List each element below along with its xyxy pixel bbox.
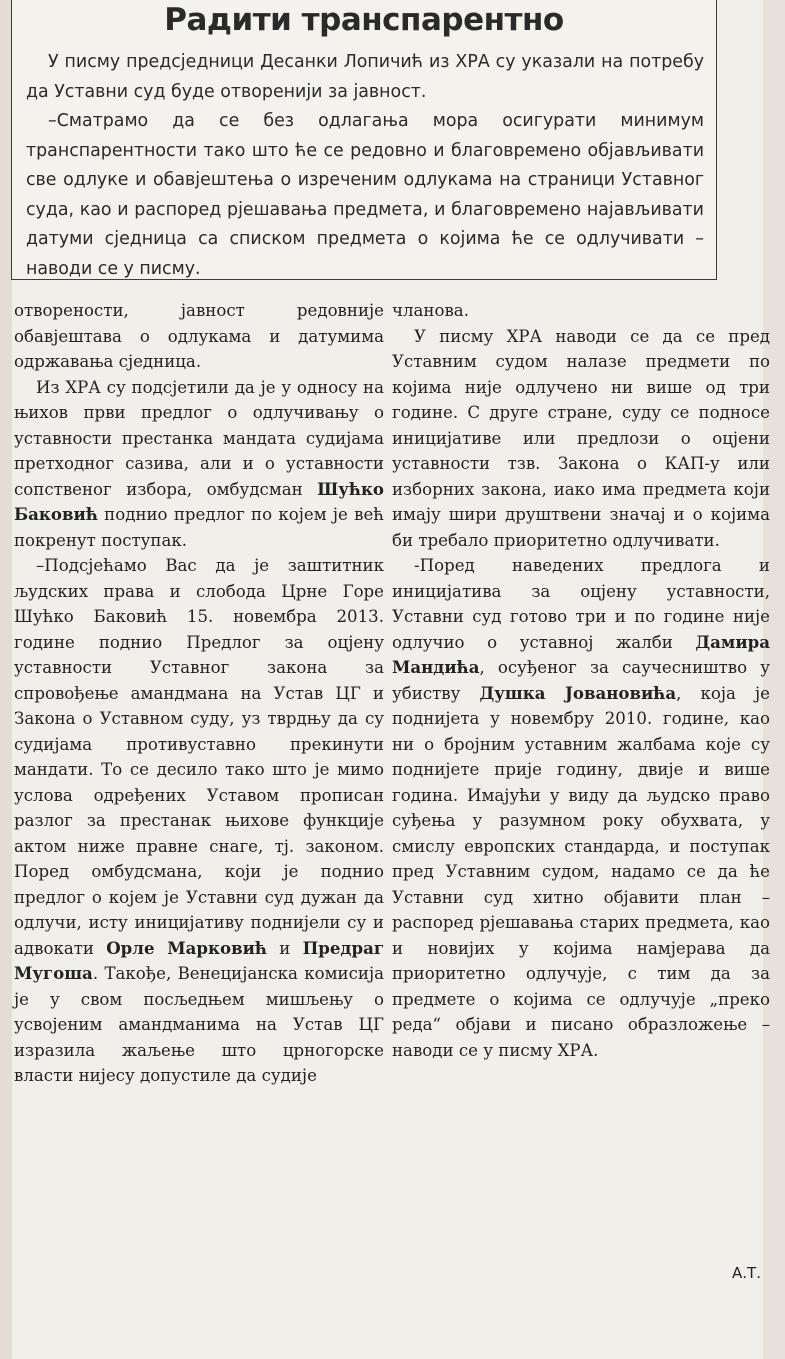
box-paragraph: У писму предсједници Десанки Лопичић из ХРА су указали на потребу да Уставни суд буде отворенији за јавност. bbox=[26, 52, 704, 102]
box-text bbox=[26, 48, 704, 284]
text-run: поднио предлог по којем је већ покренут поступак. bbox=[14, 505, 384, 550]
paragraph bbox=[14, 553, 384, 1089]
person-name: Дамира Мандића bbox=[392, 631, 770, 677]
text-run: , осуђеног за саучесништво у убиству bbox=[392, 658, 770, 703]
text-run: -Поред наведених предлога и иницијатива за оцјену уставности, Уставни суд готово три и по године није одлучио о уставној жалби bbox=[392, 556, 770, 652]
box-headline: Радити транспарентно bbox=[164, 2, 564, 38]
sidebar-box bbox=[11, 0, 717, 280]
author-signature: А.Т. bbox=[732, 1264, 761, 1282]
person-name: Орле Марковић bbox=[106, 937, 267, 958]
text-run: –Подсјећамо Вас да је заштитник људских права и слобода Црне Горе Шућко Баковић 15. новембра 2013. године поднио Предлог за оцјену уставности Уставног закона за спровођење амандмана на Устав ЦГ и Закона о Уставном суду, уз тврдњу да су судијама противуставно прекинути мандати. То се десило тако што је мимо услова одређених Уставом прописан разлог за престанак њихове функције актом ниже правне снаге, тј. законом. Поред омбудсмана, који је поднио предлог о којем је Уставни суд дужан да одлучи, исту иницијативу поднијели су и адвокати bbox=[14, 556, 384, 958]
paragraph: чланова. bbox=[392, 301, 469, 320]
person-name: Предраг Мугоша bbox=[14, 937, 384, 983]
paragraph bbox=[392, 553, 770, 1063]
text-run: Из ХРА су подсјетили да је у односу на њихов први предлог о одлучивању о уставности престанка мандата судијама претходног сазива, али и о уставности сопственог избора, омбудсман bbox=[14, 377, 384, 499]
article-column-right bbox=[392, 298, 770, 1063]
person-name: Душка Јовановића bbox=[479, 682, 677, 703]
box-paragraph: –Сматрамо да се без одлагања мора осигурати минимум транспарентности тако што ће се редовно и благовремено објављивати све одлуке и обавјештења о изреченим одлукама на страници Уставног суда, као и распоред рјешавања предмета, и благовремено најављивати датуми сједница са списком предмета о којима ће се одлучивати – наводи се у писму. bbox=[26, 111, 704, 279]
article-column-left bbox=[14, 298, 384, 1089]
paragraph: отворености, јавност редовније обавјештава о одлукама и датумима одржавања сједница. bbox=[14, 301, 384, 371]
paragraph bbox=[14, 375, 384, 554]
text-run: , која је поднијета у новембру 2010. године, као ни о бројним уставним жалбама које су поднијете прије годину, двије и више година. Имајући у виду да људско право суђења у разумном року обухвата, у смислу европских стандарда, и поступак пред Уставним судом, надамо се да ће Уставни суд хитно објавити план – распоред рјешавања старих предмета, као и новијих у којима намјерава да приоритетно одлучује, с тим да за предмете о којима се одлучује „преко реда“ објави и писано образложење –наводи се у писму ХРА. bbox=[392, 683, 770, 1060]
person-name: Шућко Баковић bbox=[14, 478, 384, 524]
paragraph: У писму ХРА наводи се да се пред Уставним судом налазе предмети по којима није одлучено ни више од три године. С друге стране, суду се подносе иницијативе или предлози о оцјени уставности тзв. Закона о КАП-у или изборних закона, иако има предмета који имају шири друштвени значај и о којима би требало приоритетно одлучивати. bbox=[392, 326, 770, 550]
text-run: и bbox=[266, 938, 303, 958]
text-run: . Такође, Венецијанска комисија је у свом посљедњем мишљењу о усвојеним амандманима на Устав ЦГ изразила жаљење што црногорске власти нијесу допустиле да судије bbox=[14, 964, 384, 1085]
